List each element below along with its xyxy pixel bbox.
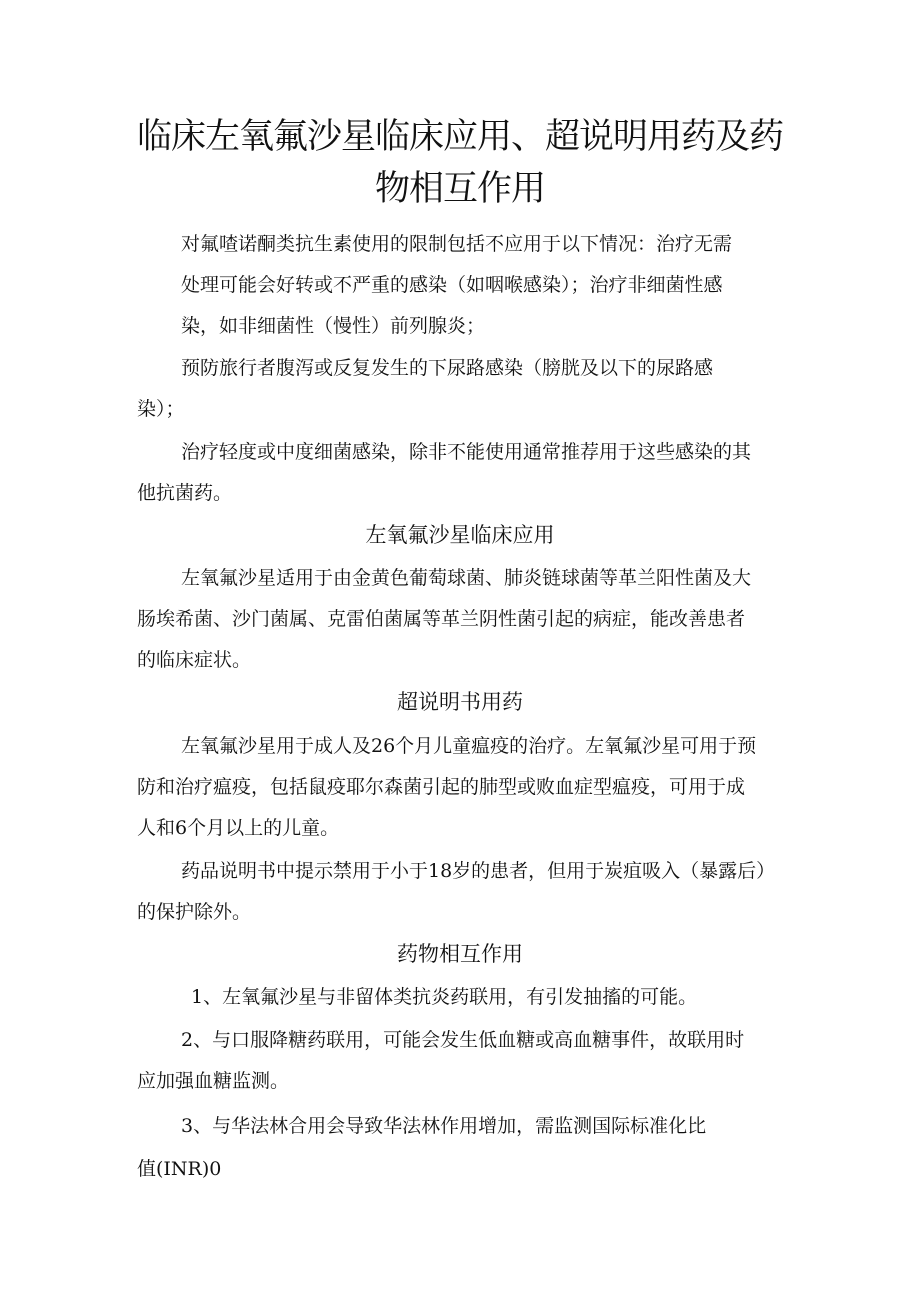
interaction-item-1: 1、左氧氟沙星与非留体类抗炎药联用，有引发抽搐的可能。 — [191, 986, 698, 1008]
title-line-1: 临床左氧氟沙星临床应用、超说明用药及药 — [136, 117, 783, 157]
clinical-p1-line-2: 肠埃希菌、沙门菌属、克雷伯菌属等革兰阴性菌引起的病症，能改善患者 — [137, 608, 746, 630]
section-heading-clinical: 左氧氟沙星临床应用 — [365, 523, 555, 547]
interaction-item-3-line-2: 值(INR)0 — [137, 1158, 222, 1180]
intro-p2-line-1: 预防旅行者腹泻或反复发生的下尿路感染（膀胱及以下的尿路感 — [181, 357, 714, 379]
document-title — [130, 111, 790, 215]
section-heading-offlabel: 超说明书用药 — [397, 690, 523, 714]
clinical-p1-line-3: 的临床症状。 — [137, 649, 252, 671]
offlabel-p1-line-2: 防和治疗瘟疫，包括鼠疫耶尔森菌引起的肺型或败血症型瘟疫，可用于成 — [137, 776, 746, 798]
interaction-item-3-line-1: 3、与华法林合用会导致华法林作用增加，需监测国际标准化比 — [181, 1115, 707, 1137]
intro-p1-line-1: 对氟喳诺酮类抗生素使用的限制包括不应用于以下情况：治疗无需 — [181, 233, 733, 255]
intro-p1-line-2: 处理可能会好转或不严重的感染（如咽喉感染）；治疗非细菌性感 — [181, 274, 723, 296]
intro-p3-line-2: 他抗菌药。 — [137, 482, 233, 504]
interaction-item-2-line-2: 应加强血糖监测。 — [137, 1070, 290, 1092]
clinical-p1-line-1: 左氧氟沙星适用于由金黄色葡萄球菌、肺炎链球菌等革兰阳性菌及大 — [181, 567, 752, 589]
intro-p3-line-1: 治疗轻度或中度细菌感染，除非不能使用通常推荐用于这些感染的其 — [181, 441, 752, 463]
interaction-item-2-line-1: 2、与口服降糖药联用，可能会发生低血糖或高血糖事件，故联用时 — [181, 1029, 745, 1051]
intro-p1-line-3: 染，如非细菌性（慢性）前列腺炎； — [181, 315, 486, 337]
offlabel-p1-line-1: 左氧氟沙星用于成人及26个月儿童瘟疫的治疗。左氧氟沙星可用于预 — [181, 735, 757, 757]
intro-p2-line-2: 染）； — [137, 398, 185, 420]
offlabel-p2-line-2: 的保护除外。 — [137, 901, 252, 923]
offlabel-p1-line-3: 人和6个月以上的儿童。 — [137, 817, 340, 839]
offlabel-p2-line-1: 药品说明书中提示禁用于小于18岁的患者，但用于炭疽吸入（暴露后） — [181, 860, 776, 882]
title-line-2: 物相互作用 — [374, 169, 545, 209]
section-heading-interactions: 药物相互作用 — [397, 942, 523, 966]
